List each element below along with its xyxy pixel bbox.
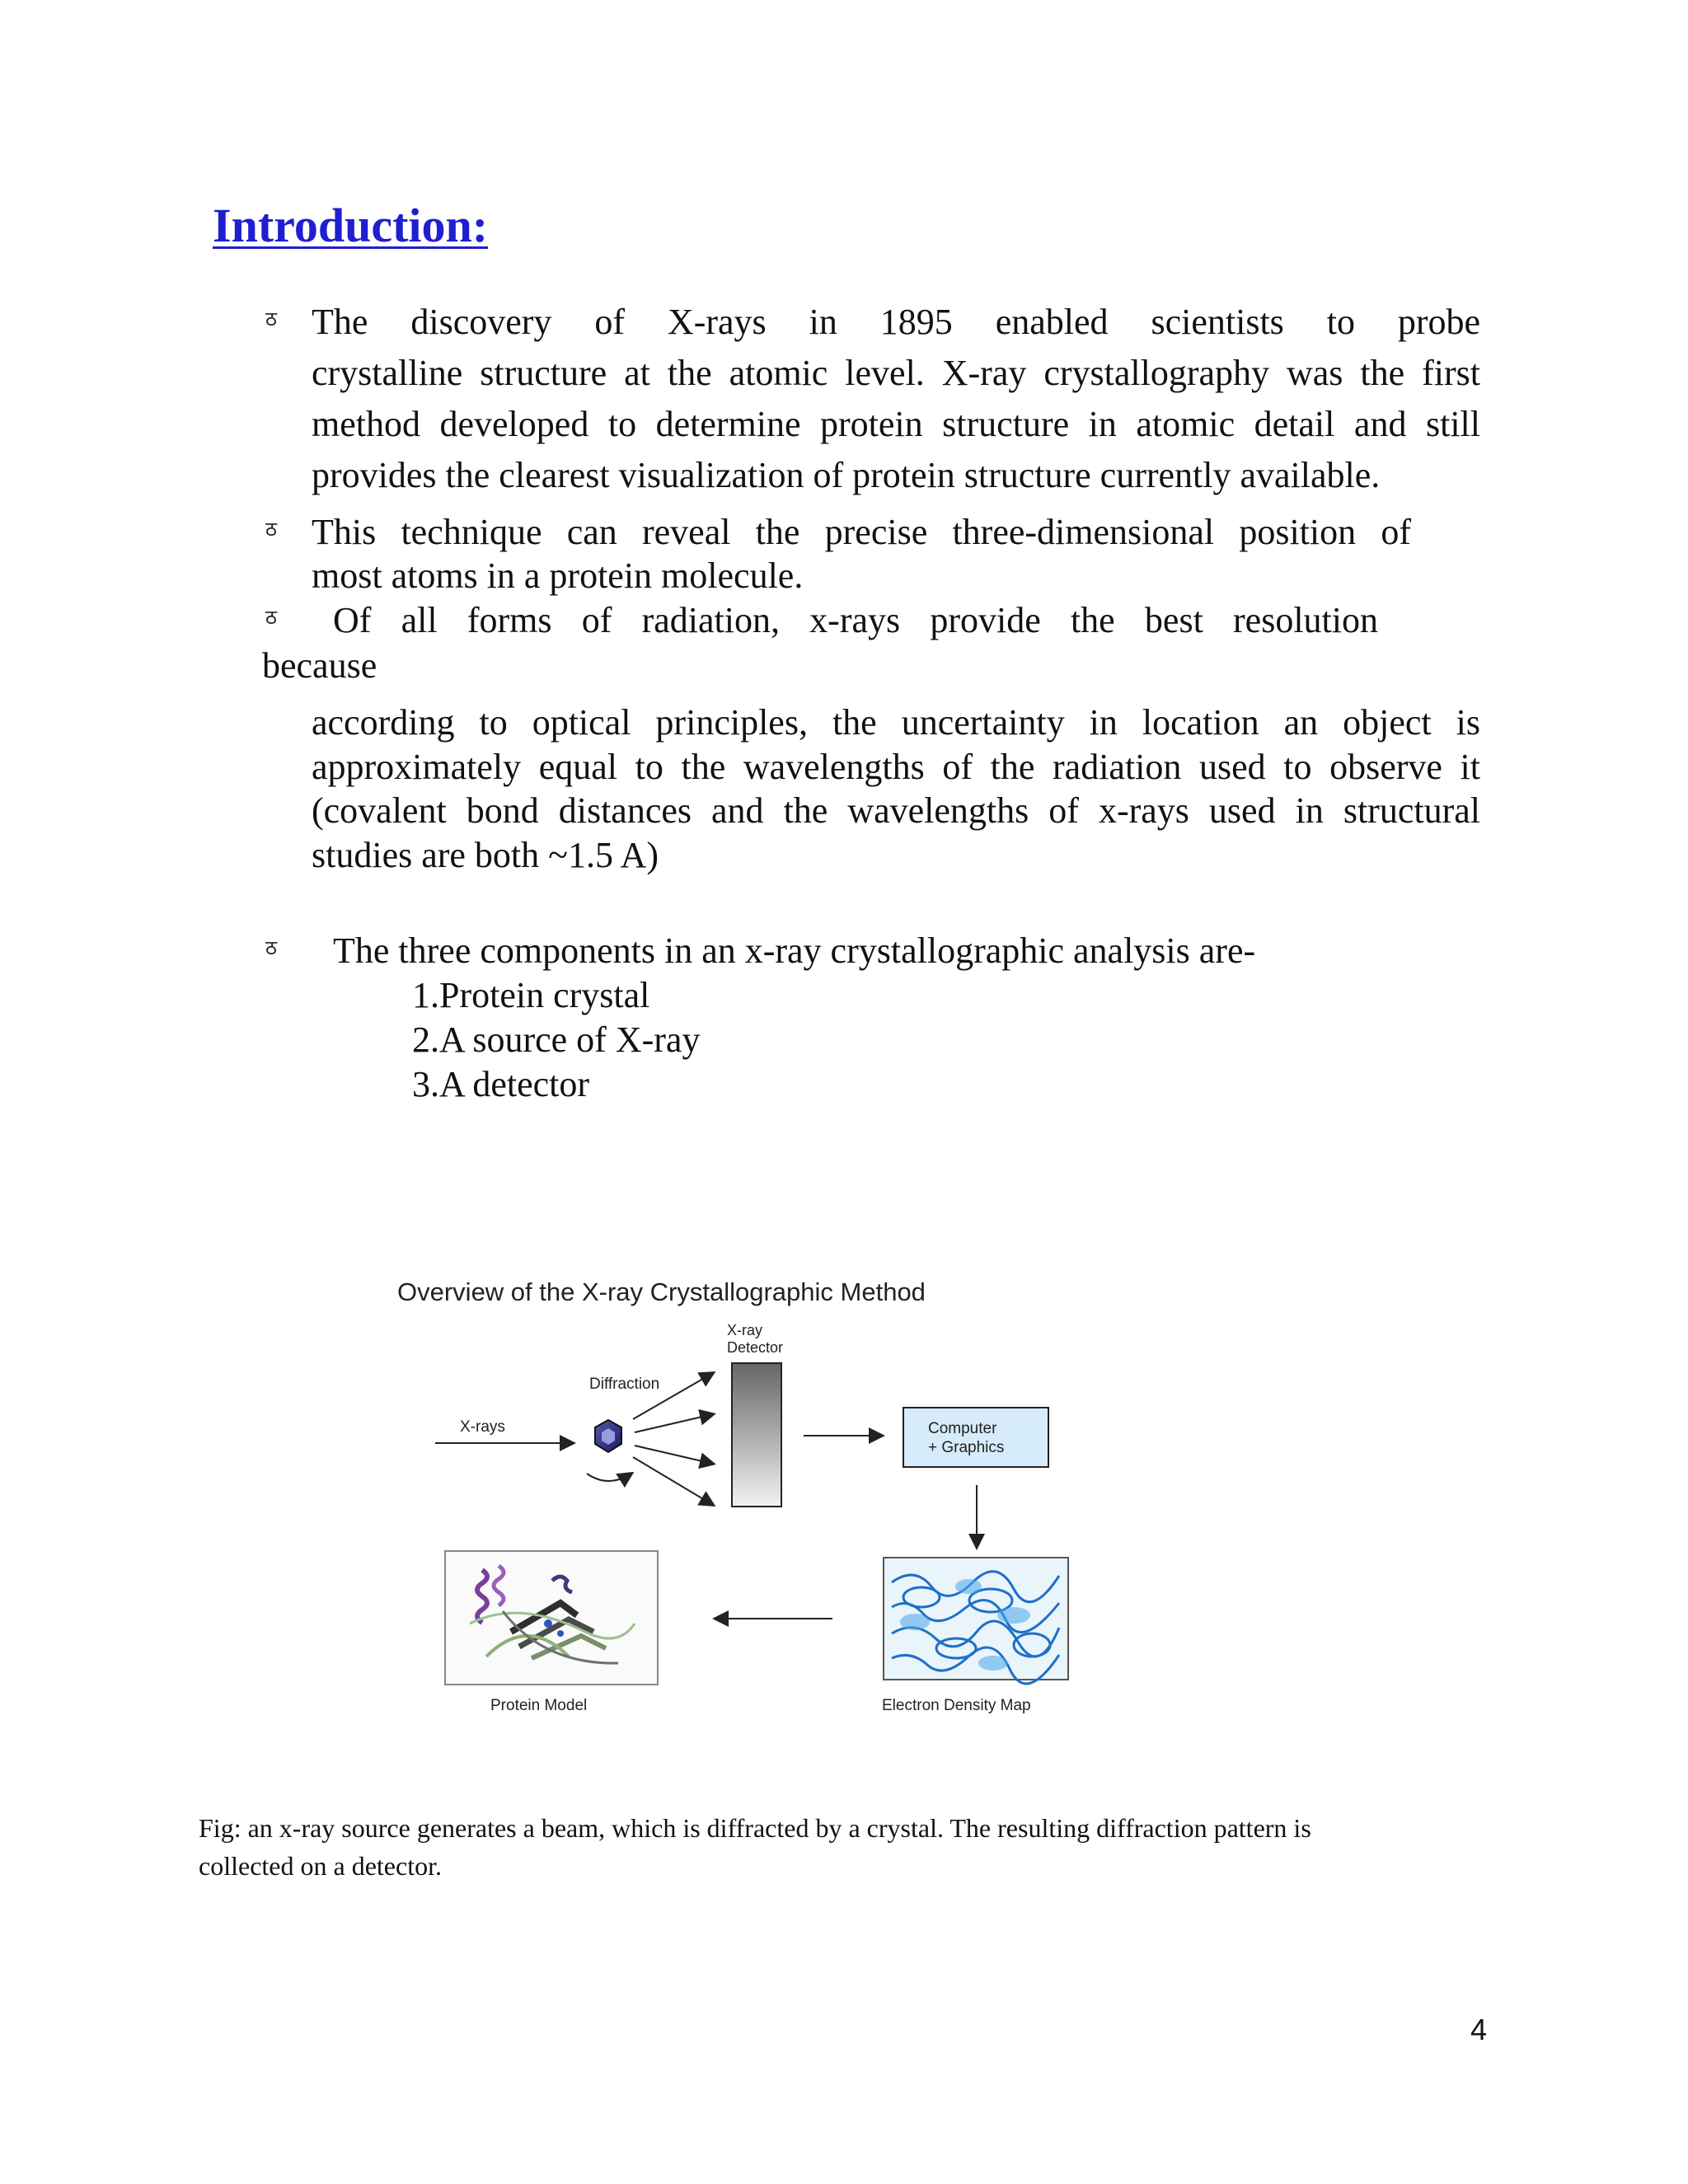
bullet2-line2: most atoms in a protein molecule.: [312, 555, 804, 596]
protein-model-label: Protein Model: [490, 1697, 588, 1714]
component-item: 3.A detector: [412, 1064, 590, 1104]
rotation-arrow-icon: [587, 1474, 631, 1481]
component-item: 1.Protein crystal: [412, 975, 650, 1015]
diffraction-arrow: [633, 1457, 713, 1505]
word: The: [312, 302, 368, 342]
crystallography-figure: [387, 1269, 1129, 1747]
computer-graphics-box: [903, 1408, 1048, 1467]
computer-label: + Graphics: [928, 1439, 1005, 1456]
section-title: Introduction:: [213, 199, 489, 252]
bullet-marker: ठ: [265, 936, 277, 959]
diffraction-arrow: [635, 1414, 713, 1432]
word: enabled: [995, 302, 1109, 342]
bullet3-line6: studies are both ~1.5 A): [312, 835, 659, 875]
word: X-rays: [667, 302, 767, 342]
bullet1-line1: [312, 297, 1480, 348]
figure-caption: [199, 1809, 1484, 1885]
word: scientists: [1151, 302, 1284, 342]
bullet-marker: ठ: [265, 307, 277, 330]
bullet3-line5: (covalent bond distances and the wavelengths of x-rays used in structural: [312, 790, 1480, 831]
bullet1-line3: method developed to determine protein structure in atomic detail and still: [312, 404, 1480, 444]
word: of: [594, 302, 625, 342]
bullet3-line4: approximately equal to the wavelengths of the radiation used to observe it: [312, 747, 1480, 787]
bullet2-line1: This technique can reveal the precise three-dimensional position of: [312, 512, 1411, 552]
word: in: [809, 302, 837, 342]
xray-detector: [732, 1363, 781, 1507]
bullet1-line2: crystalline structure at the atomic level. X-ray crystallography was the first: [312, 353, 1480, 393]
bullet1-line4: provides the clearest visualization of protein structure currently available.: [312, 455, 1381, 495]
component-item: 2.A source of X-ray: [412, 1019, 701, 1060]
xrays-label: X-rays: [460, 1418, 505, 1436]
bullet3-line1: Of all forms of radiation, x-rays provide the best resolution: [333, 600, 1378, 640]
bullet3-line3: according to optical principles, the uncertainty in location an object is: [312, 702, 1480, 743]
computer-label: Computer: [928, 1420, 997, 1437]
bullet-marker: ठ: [265, 518, 277, 541]
word: probe: [1397, 302, 1481, 342]
density-map-label: Electron Density Map: [882, 1697, 1031, 1714]
word: discovery: [410, 302, 552, 342]
bullet-marker: ठ: [265, 606, 277, 629]
diffraction-label: Diffraction: [589, 1376, 660, 1393]
bullet4-line1: The three components in an x-ray crystallographic analysis are-: [333, 930, 1256, 971]
bullet3-line2: because: [262, 645, 377, 686]
diffraction-arrow: [635, 1446, 713, 1464]
word: 1895: [879, 302, 953, 342]
detector-label: X-ray: [727, 1322, 763, 1338]
detector-label: Detector: [727, 1339, 784, 1356]
figure-title: Overview of the X-ray Crystallographic Method: [397, 1277, 926, 1306]
word: to: [1326, 302, 1355, 342]
page-number: 4: [1470, 2013, 1488, 2046]
caption-line: Fig: an x-ray source generates a beam, which is diffracted by a crystal. The resulting diffraction pattern is: [199, 1813, 1311, 1843]
caption-line: collected on a detector.: [199, 1851, 442, 1881]
